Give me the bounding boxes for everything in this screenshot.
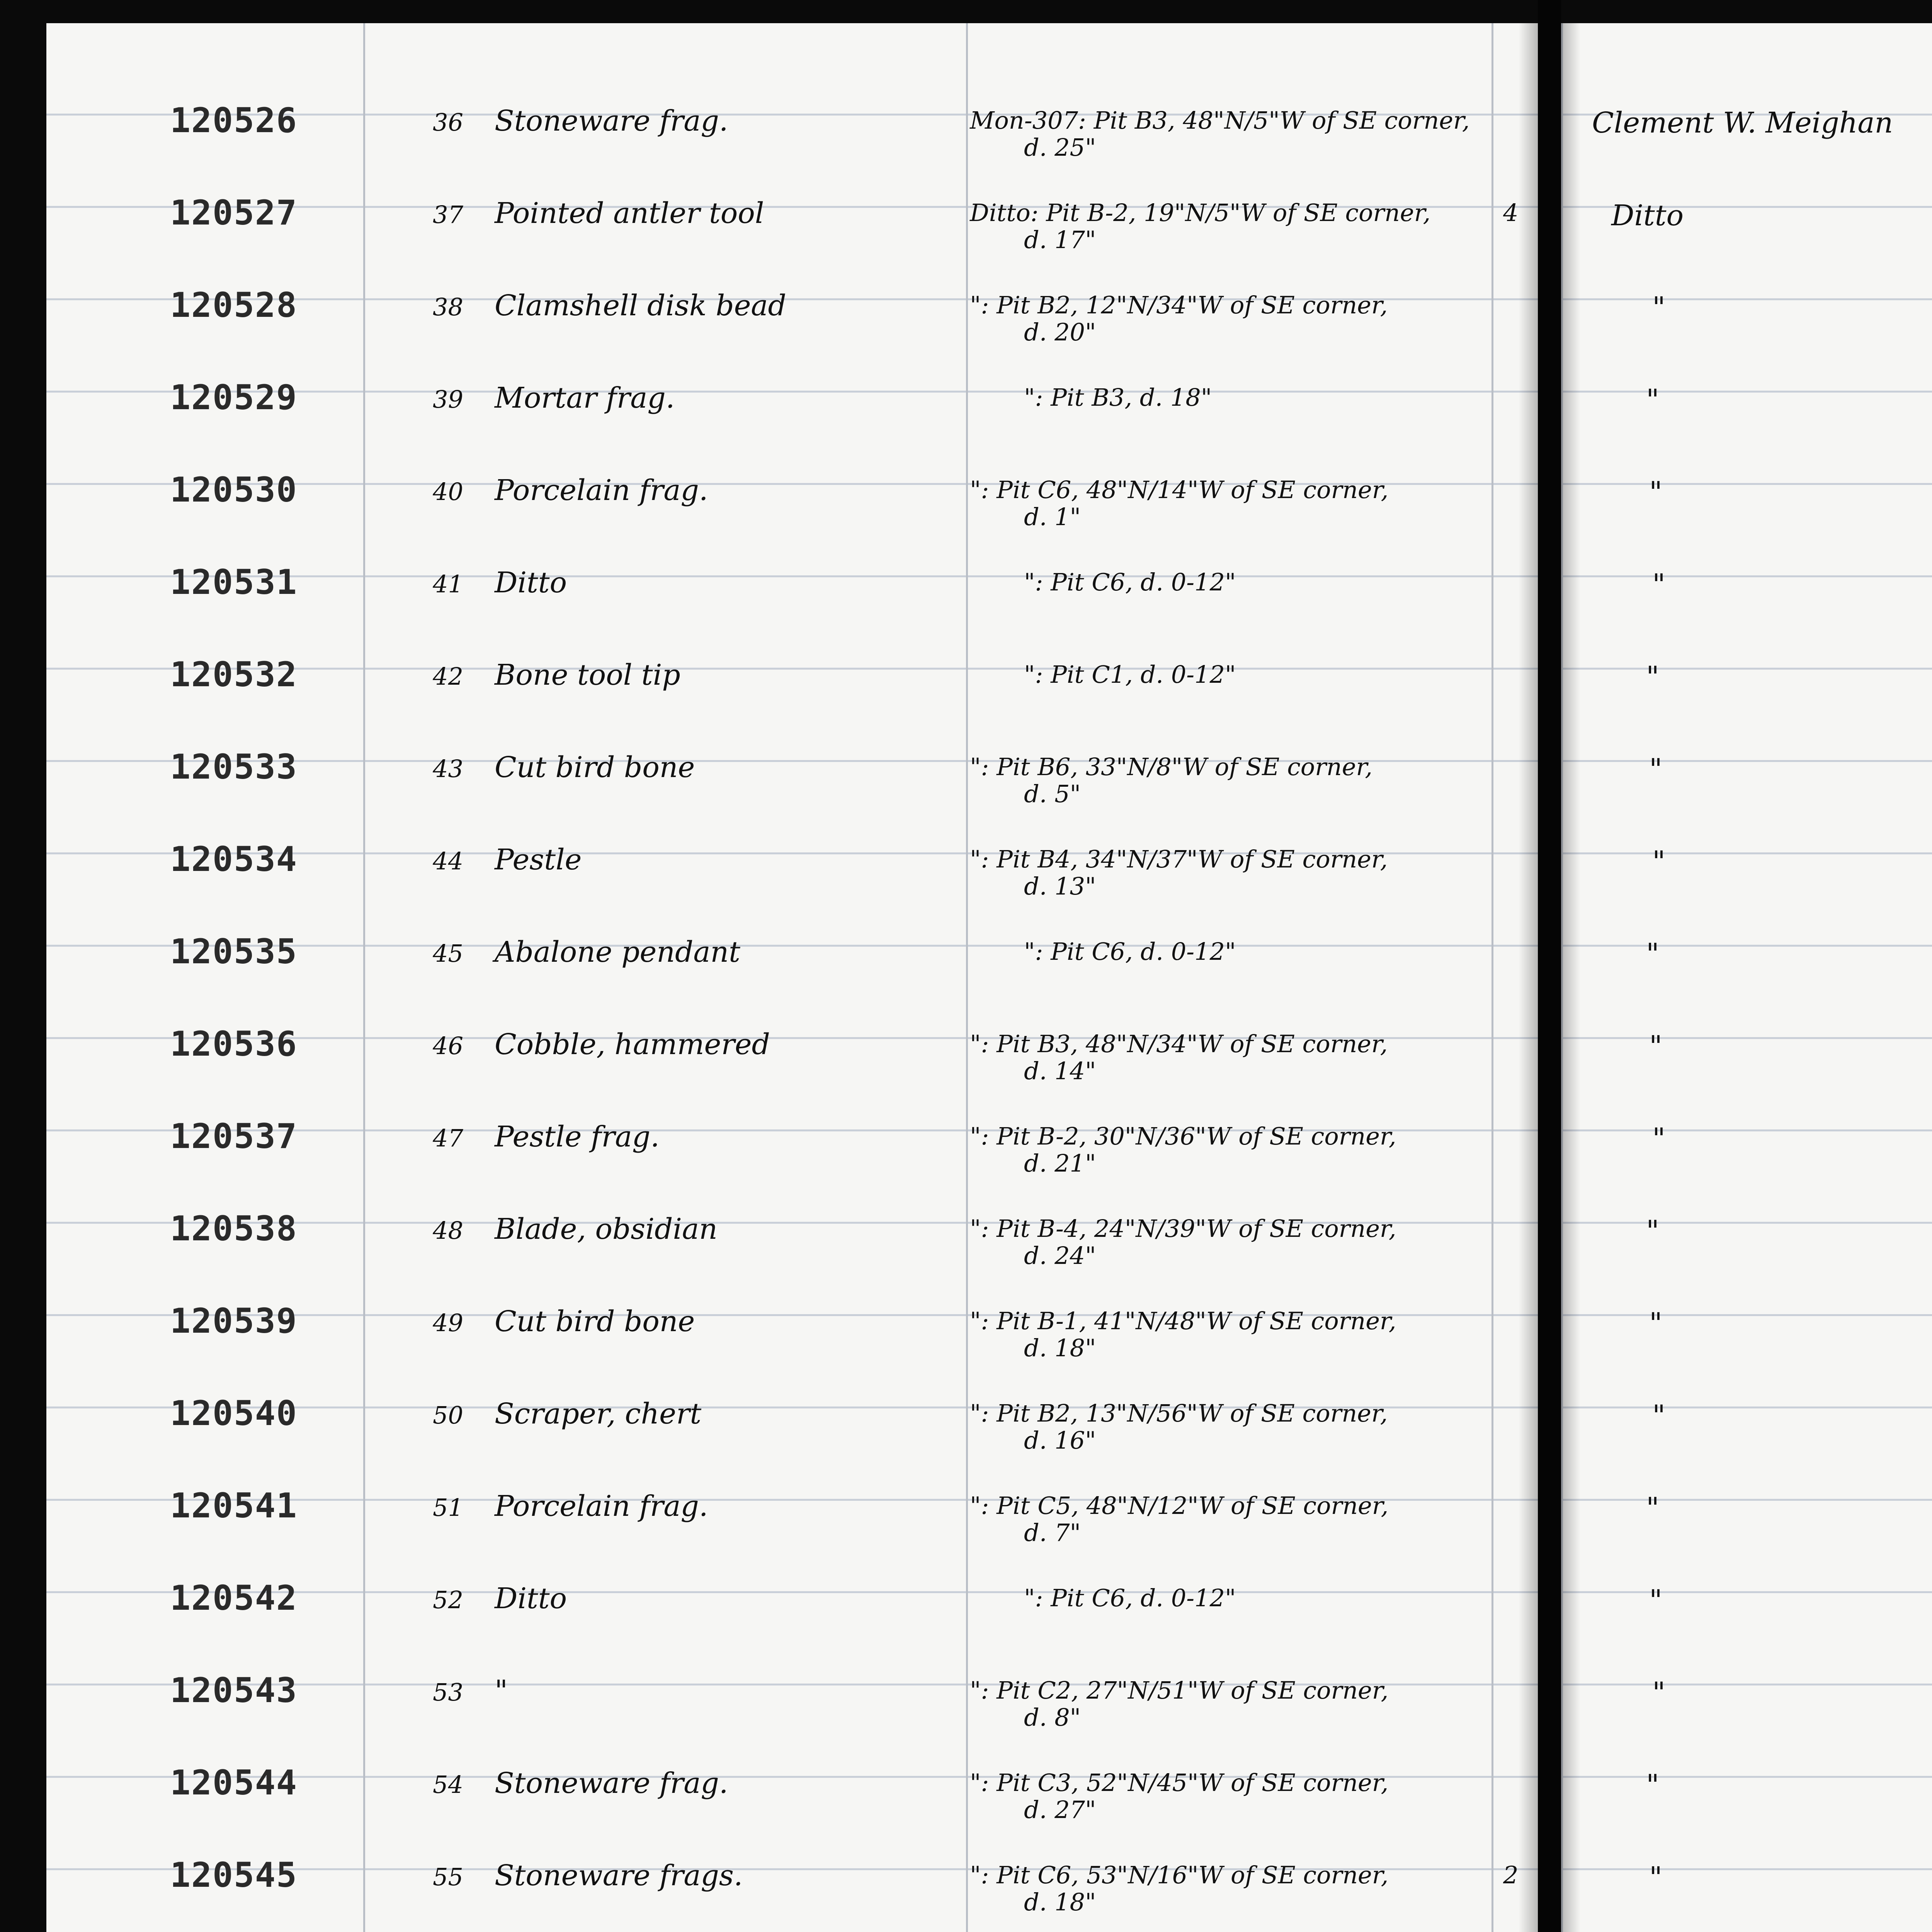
table-row	[46, 731, 1538, 824]
provenience-line2: d. 13"	[1024, 872, 1096, 900]
ditto-mark: "	[1646, 660, 1660, 694]
catalog-number: 120531	[170, 562, 298, 602]
table-row	[46, 1747, 1538, 1840]
ditto-mark: "	[1649, 1584, 1663, 1617]
provenience-line2: d. 14"	[1024, 1057, 1096, 1085]
object-description: Cut bird bone	[495, 751, 695, 784]
page-shadow	[1561, 23, 1580, 1932]
field-number: 49	[433, 1309, 463, 1337]
provenience-line1: ": Pit B3, 48"N/34"W of SE corner,	[970, 1030, 1388, 1058]
table-row	[46, 547, 1538, 639]
ditto-mark: "	[1646, 1214, 1660, 1248]
catalog-number: 120529	[170, 378, 298, 417]
table-row	[46, 1009, 1538, 1101]
book-gutter	[1538, 0, 1561, 1932]
ditto-mark: "	[1652, 291, 1666, 324]
catalog-number: 120542	[170, 1578, 298, 1618]
provenience-line1: ": Pit C6, 48"N/14"W of SE corner,	[970, 476, 1389, 504]
quantity: 4	[1503, 199, 1519, 227]
ditto-mark: "	[1646, 1769, 1660, 1802]
object-description: Bone tool tip	[495, 658, 680, 692]
object-description: Mortar frag.	[495, 381, 675, 415]
provenience-line1: ": Pit B4, 34"N/37"W of SE corner,	[970, 845, 1388, 873]
ditto-mark: "	[1649, 476, 1663, 509]
object-description: Pointed antler tool	[495, 197, 764, 230]
table-row	[46, 177, 1538, 270]
provenience-line1: ": Pit C3, 52"N/45"W of SE corner,	[970, 1769, 1389, 1797]
provenience-line2: d. 27"	[1024, 1796, 1096, 1824]
provenience-line1: Ditto: Pit B-2, 19"N/5"W of SE corner,	[970, 199, 1431, 227]
ditto-mark: "	[1646, 1492, 1660, 1525]
object-description: Cobble, hammered	[495, 1028, 770, 1061]
provenience-line1: ": Pit C2, 27"N/51"W of SE corner,	[970, 1676, 1389, 1704]
ditto-mark: "	[1652, 845, 1666, 878]
table-row	[46, 1563, 1538, 1655]
collector-first: Clement W. Meighan	[1592, 106, 1893, 139]
quantity: 2	[1503, 1861, 1519, 1889]
catalog-number: 120538	[170, 1209, 298, 1248]
object-description: Ditto	[495, 1582, 567, 1615]
object-description: Porcelain frag.	[495, 1490, 708, 1523]
catalog-number: 120536	[170, 1024, 298, 1064]
provenience-line2: d. 24"	[1024, 1242, 1096, 1270]
provenience-line2: d. 7"	[1024, 1519, 1081, 1547]
provenience-line2: d. 21"	[1024, 1149, 1096, 1177]
object-description: Scraper, chert	[495, 1397, 702, 1430]
provenience-line1: Mon-307: Pit B3, 48"N/5"W of SE corner,	[970, 106, 1470, 134]
ditto-mark: "	[1652, 1122, 1666, 1155]
ditto-mark: "	[1649, 1307, 1663, 1340]
field-number: 53	[433, 1678, 463, 1706]
ditto-mark: "	[1652, 1676, 1666, 1709]
field-number: 54	[433, 1770, 463, 1799]
provenience-line1: ": Pit C6, d. 0-12"	[1024, 1584, 1236, 1612]
table-row	[46, 1655, 1538, 1747]
catalog-number: 120537	[170, 1116, 298, 1156]
catalog-number: 120543	[170, 1670, 298, 1710]
object-description: "	[495, 1674, 508, 1708]
ditto-mark: "	[1652, 1399, 1666, 1432]
object-description: Abalone pendant	[495, 935, 740, 969]
object-description: Blade, obsidian	[495, 1213, 718, 1246]
provenience-line2: d. 18"	[1024, 1888, 1096, 1916]
field-number: 38	[433, 293, 463, 321]
provenience-line2: d. 5"	[1024, 780, 1081, 808]
catalog-number: 120528	[170, 285, 298, 325]
provenience-line1: ": Pit B6, 33"N/8"W of SE corner,	[970, 753, 1372, 781]
field-number: 50	[433, 1401, 463, 1429]
field-number: 45	[433, 939, 463, 968]
table-row	[46, 916, 1538, 1009]
catalog-number: 120541	[170, 1486, 298, 1526]
object-description: Stoneware frags.	[495, 1859, 743, 1892]
table-row	[46, 1470, 1538, 1563]
catalog-number: 120526	[170, 100, 298, 140]
object-description: Pestle	[495, 843, 582, 876]
catalog-number: 120539	[170, 1301, 298, 1341]
left-ledger-page	[46, 23, 1538, 1932]
field-number: 44	[433, 847, 463, 875]
ditto-mark: "	[1646, 383, 1660, 417]
field-number: 40	[433, 478, 463, 506]
catalog-number: 120530	[170, 470, 298, 510]
provenience-line1: ": Pit C6, d. 0-12"	[1024, 937, 1236, 966]
field-number: 42	[433, 662, 463, 690]
field-number: 52	[433, 1586, 463, 1614]
field-number: 43	[433, 755, 463, 783]
catalog-number: 120527	[170, 193, 298, 233]
table-row	[46, 270, 1538, 362]
field-number: 48	[433, 1216, 463, 1245]
field-number: 39	[433, 385, 463, 413]
object-description: Clamshell disk bead	[495, 289, 786, 322]
provenience-line2: d. 16"	[1024, 1426, 1096, 1454]
table-row	[46, 639, 1538, 731]
collector-second: Ditto	[1611, 199, 1684, 232]
table-row	[46, 1193, 1538, 1286]
ditto-mark: "	[1652, 568, 1666, 601]
provenience-line2: d. 8"	[1024, 1703, 1081, 1731]
provenience-line1: ": Pit B-1, 41"N/48"W of SE corner,	[970, 1307, 1396, 1335]
provenience-line1: ": Pit B2, 13"N/56"W of SE corner,	[970, 1399, 1388, 1427]
object-description: Pestle frag.	[495, 1120, 660, 1153]
ditto-mark: "	[1646, 937, 1660, 971]
provenience-line1: ": Pit B2, 12"N/34"W of SE corner,	[970, 291, 1388, 319]
field-number: 36	[433, 108, 463, 136]
field-number: 37	[433, 201, 463, 229]
object-description: Ditto	[495, 566, 567, 599]
provenience-line1: ": Pit C6, 53"N/16"W of SE corner,	[970, 1861, 1389, 1889]
table-row	[46, 1378, 1538, 1470]
catalog-number: 120534	[170, 839, 298, 879]
ditto-mark: "	[1649, 753, 1663, 786]
provenience-line2: d. 1"	[1024, 503, 1081, 531]
field-number: 51	[433, 1493, 463, 1522]
table-row	[46, 362, 1538, 454]
object-description: Cut bird bone	[495, 1305, 695, 1338]
table-row	[46, 1840, 1538, 1932]
field-number: 47	[433, 1124, 463, 1152]
provenience-line1: ": Pit B-2, 30"N/36"W of SE corner,	[970, 1122, 1396, 1150]
provenience-line2: d. 17"	[1024, 226, 1096, 254]
provenience-line1: ": Pit C6, d. 0-12"	[1024, 568, 1236, 596]
right-ledger-page	[1561, 23, 1932, 1932]
catalog-number: 120540	[170, 1393, 298, 1433]
field-number: 41	[433, 570, 463, 598]
provenience-line1: ": Pit B-4, 24"N/39"W of SE corner,	[970, 1214, 1396, 1243]
catalog-number: 120544	[170, 1763, 298, 1803]
provenience-line2: d. 20"	[1024, 318, 1096, 346]
table-row	[46, 1286, 1538, 1378]
provenience-line1: ": Pit C5, 48"N/12"W of SE corner,	[970, 1492, 1389, 1520]
field-number: 55	[433, 1863, 463, 1891]
provenience-line2: d. 25"	[1024, 133, 1096, 162]
catalog-number: 120535	[170, 932, 298, 971]
table-row	[46, 454, 1538, 547]
table-row	[46, 1101, 1538, 1193]
object-description: Stoneware frag.	[495, 104, 728, 138]
table-row	[46, 824, 1538, 916]
object-description: Stoneware frag.	[495, 1767, 728, 1800]
provenience-line1: ": Pit C1, d. 0-12"	[1024, 660, 1236, 689]
catalog-number: 120532	[170, 655, 298, 694]
provenience-line2: d. 18"	[1024, 1334, 1096, 1362]
catalog-number: 120533	[170, 747, 298, 787]
provenience-line1: ": Pit B3, d. 18"	[1024, 383, 1212, 412]
catalog-number: 120545	[170, 1855, 298, 1895]
ditto-mark: "	[1649, 1861, 1663, 1894]
field-number: 46	[433, 1032, 463, 1060]
ditto-mark: "	[1649, 1030, 1663, 1063]
table-row	[46, 85, 1538, 177]
object-description: Porcelain frag.	[495, 474, 708, 507]
